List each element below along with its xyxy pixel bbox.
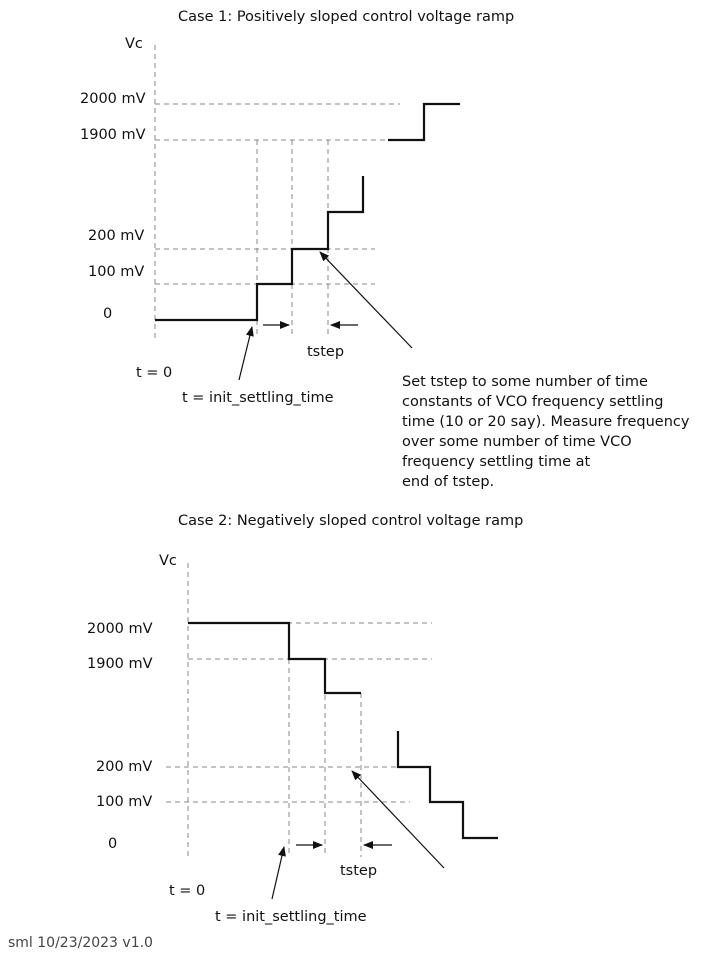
case1-label-0: 0 <box>103 306 113 322</box>
case1-staircase-upper <box>388 104 460 140</box>
case1-init-label: t = init_settling_time <box>182 390 334 406</box>
case2-label-0: 0 <box>108 836 118 852</box>
case2-t0-label: t = 0 <box>169 883 206 899</box>
case2-init-label: t = init_settling_time <box>215 909 367 925</box>
case1-note <box>402 372 689 492</box>
case2-label-1900mv: 1900 mV <box>87 656 153 672</box>
footer-version: sml 10/23/2023 v1.0 <box>8 935 153 951</box>
case1-label-1900mv: 1900 mV <box>80 127 146 143</box>
case1-note-arrow <box>320 252 412 348</box>
case1-note-line: end of tstep. <box>402 474 495 490</box>
case1-note-line: frequency settling time at <box>402 454 591 470</box>
case1-init-arrow <box>239 327 252 380</box>
case2-label-100mv: 100 mV <box>96 794 153 810</box>
case1-note-line: time (10 or 20 say). Measure frequency <box>402 414 690 430</box>
case2-vc-label: Vc <box>159 553 177 569</box>
case1-t0-label: t = 0 <box>136 365 173 381</box>
case2-staircase-lower <box>398 731 498 838</box>
case2-staircase-upper <box>188 623 361 693</box>
case1-label-100mv: 100 mV <box>88 264 145 280</box>
case1-tstep-label: tstep <box>307 344 345 360</box>
case1-diagram <box>155 45 460 380</box>
case1-staircase-lower <box>155 176 363 320</box>
case2-diagram <box>166 563 498 899</box>
case1-label-2000mv: 2000 mV <box>80 91 146 107</box>
case2-title: Case 2: Negatively sloped control voltage ramp <box>178 513 524 529</box>
case1-note-line: Set tstep to some number of time <box>402 374 648 390</box>
case1-title: Case 1: Positively sloped control voltage ramp <box>178 9 515 25</box>
case2-label-200mv: 200 mV <box>96 759 153 775</box>
case2-tstep-label: tstep <box>340 863 378 879</box>
case1-note-line: over some number of time VCO <box>402 434 632 450</box>
case1-vc-label: Vc <box>125 36 143 52</box>
case2-init-arrow <box>272 847 284 899</box>
case1-label-200mv: 200 mV <box>88 228 145 244</box>
case1-note-line: constants of VCO frequency settling <box>402 394 664 410</box>
case2-label-2000mv: 2000 mV <box>87 621 153 637</box>
